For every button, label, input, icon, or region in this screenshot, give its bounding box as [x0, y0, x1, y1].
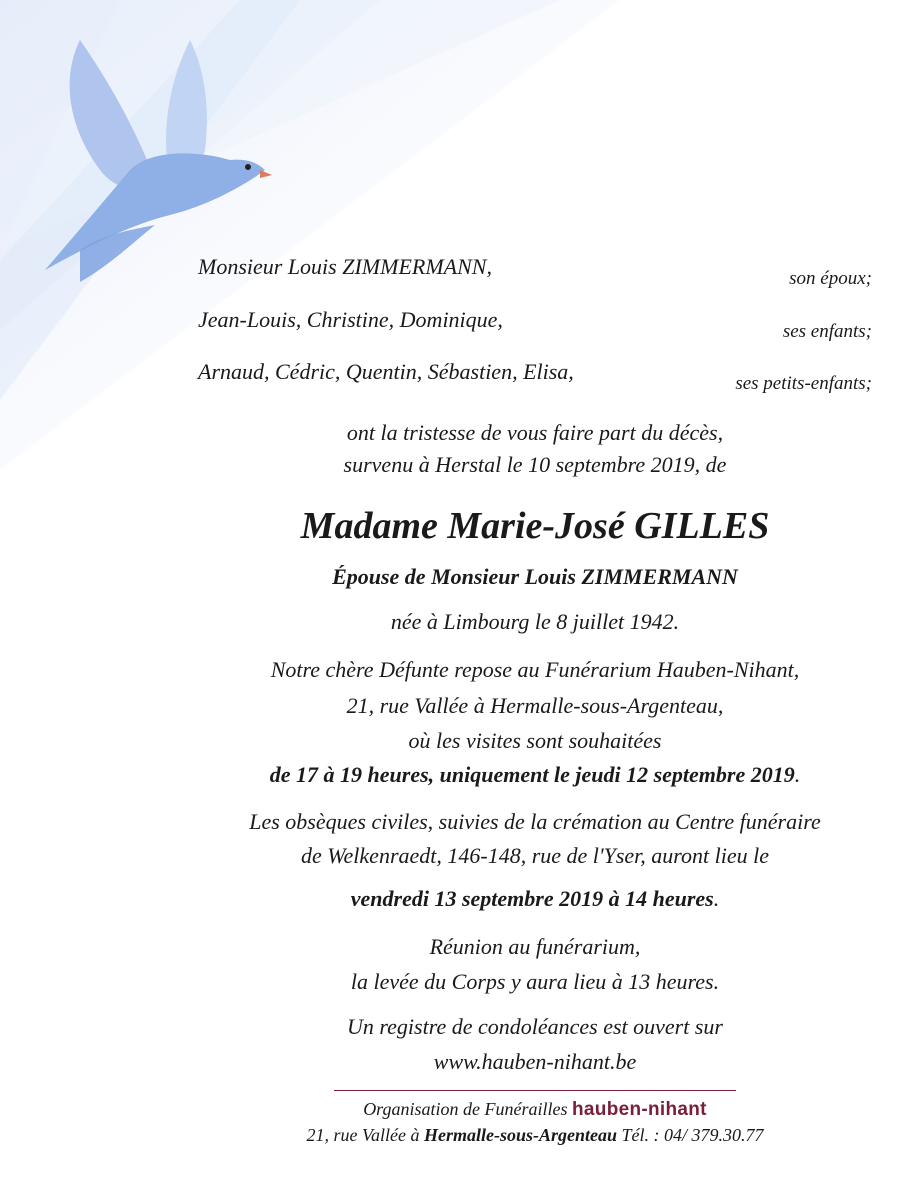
funeral-line-1: Les obsèques civiles, suivies de la crémation au Centre funéraire [249, 809, 821, 834]
funeral-line-2: de Welkenraedt, 146-148, rue de l'Yser, auront lieu le [300, 843, 770, 868]
family-relation-2: ses enfants; [782, 321, 872, 342]
family-relation-1: son époux; [789, 268, 872, 289]
intro-line-2: survenu à Herstal le 10 septembre 2019, de [343, 452, 727, 477]
visits-hours-bold: de 17 à 19 heures, uniquement le jeudi 12 septembre 2019 [269, 762, 795, 787]
family-names-1: Monsieur Louis ZIMMERMANN, [198, 254, 492, 279]
register-line-1: Un registre de condoléances est ouvert sur [347, 1014, 723, 1039]
rest-line-1: Notre chère Défunte repose au Funérarium Hauben-Nihant, [270, 657, 800, 682]
footer-org-prefix: Organisation de Funérailles [363, 1099, 568, 1119]
footer-address-prefix: 21, rue Vallée à [306, 1125, 420, 1145]
deceased-spouse: Épouse de Monsieur Louis ZIMMERMANN [332, 564, 738, 589]
footer-address [130, 1125, 918, 1146]
meeting-line-1: Réunion au funérarium, [429, 934, 641, 959]
family-relation-3: ses petits-enfants; [735, 373, 872, 394]
footer-phone: Tél. : 04/ 379.30.77 [621, 1125, 764, 1145]
rest-line-3: où les visites sont souhaitées [408, 728, 662, 753]
register-url: www.hauben-nihant.be [433, 1049, 637, 1074]
meeting-line-2: la levée du Corps y aura lieu à 13 heures. [350, 969, 720, 994]
intro-line-1: ont la tristesse de vous faire part du décès, [346, 420, 724, 445]
funeral-date-bold: vendredi 13 septembre 2019 à 14 heures [350, 886, 714, 911]
visits-hours [130, 762, 918, 788]
family-names-2: Jean-Louis, Christine, Dominique, [198, 307, 503, 332]
footer-address-city: Hermalle-sous-Argenteau [423, 1125, 617, 1145]
footer-organisation [130, 1099, 918, 1121]
funeral-date [130, 886, 918, 912]
deceased-birth: née à Limbourg le 8 juillet 1942. [390, 609, 680, 634]
funeral-date-end: . [713, 886, 720, 911]
brand-logo-text: hauben-nihant [572, 1099, 707, 1120]
visits-hours-end: . [794, 762, 801, 787]
rest-line-2: 21, rue Vallée à Hermalle-sous-Argenteau, [346, 693, 724, 718]
footer-divider [334, 1090, 736, 1091]
deceased-name: Madame Marie-José GILLES [300, 505, 770, 547]
family-names-3: Arnaud, Cédric, Quentin, Sébastien, Elisa, [198, 359, 574, 384]
